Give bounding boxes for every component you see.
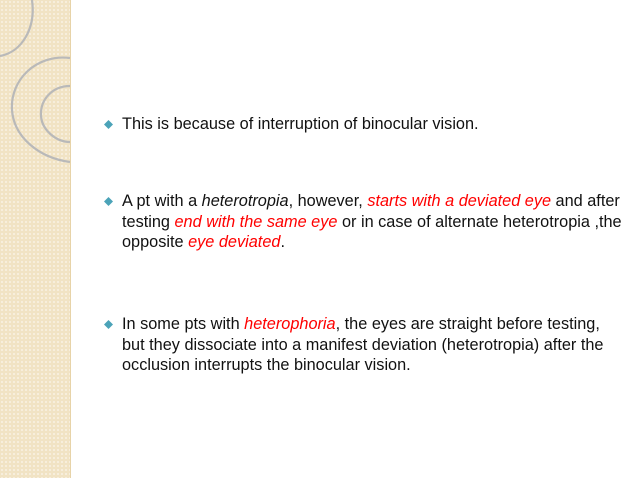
emphasis-heterotropia: heterotropia [201, 192, 289, 210]
bullet-text [122, 314, 624, 376]
bullet-item [104, 114, 624, 135]
slide-content [104, 0, 624, 478]
diamond-bullet-icon [104, 114, 122, 134]
bullet-text [122, 191, 624, 253]
emphasis-red: starts with a deviated eye [367, 192, 552, 210]
emphasis-red: end with the same eye [174, 212, 338, 231]
bullet-text-run: , the eyes are straight before testing, but they dissociate into a manifest deviation (heterotropia) after the occlusion interrupts the binocular vision. [122, 315, 604, 374]
bullet-text-run: , however, [288, 192, 368, 210]
bullet-text-run: and after testing [122, 192, 620, 231]
emphasis-heterophoria: heterophoria [244, 315, 336, 333]
bullet-item [104, 191, 624, 253]
diamond-bullet-icon [104, 191, 122, 211]
bullet-text-run: This is because of interruption of binocular vision. [122, 115, 479, 133]
diamond-bullet-icon [104, 314, 122, 334]
emphasis-red: eye deviated [188, 233, 281, 251]
bullet-text [122, 114, 624, 135]
bullet-item [104, 314, 624, 376]
bullet-text-run: In some pts with [122, 315, 245, 333]
bullet-text-run: . [280, 233, 285, 251]
bullet-text-run: or in case of alternate heterotropia ,the opposite [122, 212, 622, 251]
bullet-text-run: A pt with a [122, 192, 202, 210]
side-band-edge [70, 0, 71, 478]
decorative-side-band [0, 0, 70, 478]
